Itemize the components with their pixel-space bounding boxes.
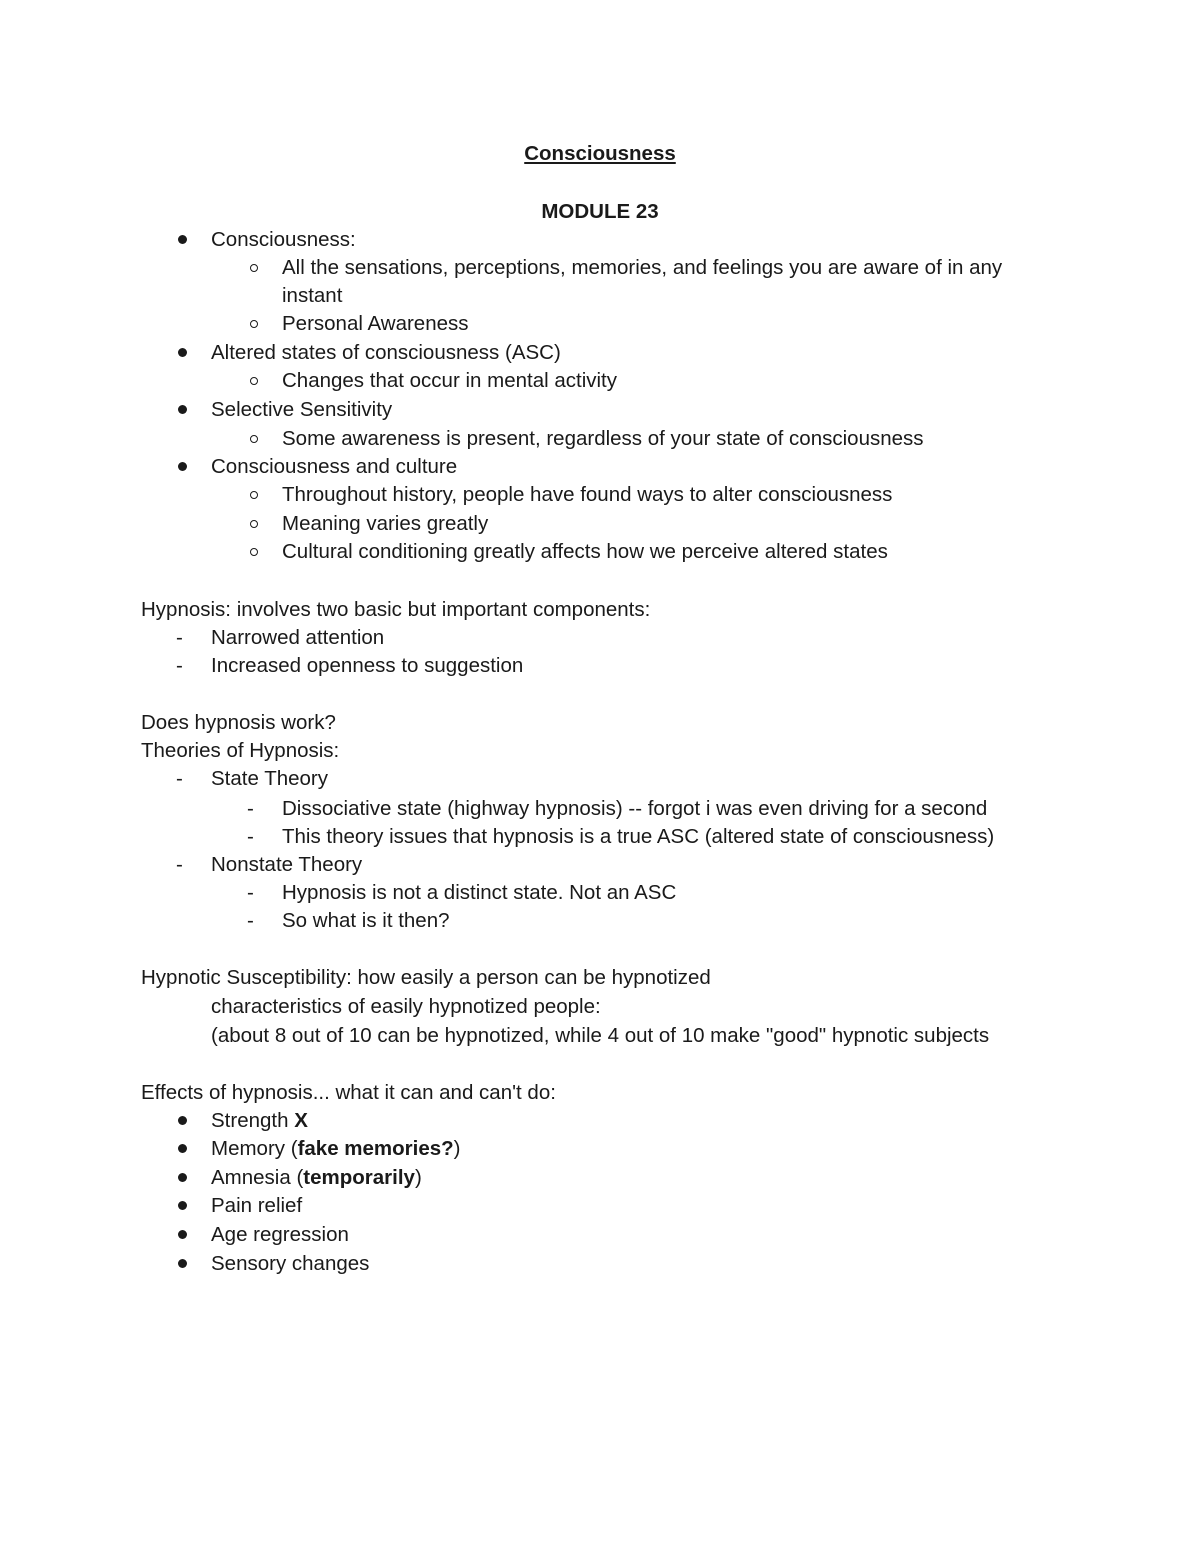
effect-emphasis: fake memories? [297, 1137, 454, 1160]
effects-heading: Effects of hypnosis... what it can and can't do: [141, 1081, 556, 1104]
sub-list-item: Personal Awareness [282, 312, 469, 335]
effect-text: Memory ( [211, 1137, 298, 1160]
document-title: Consciousness [524, 142, 676, 165]
list-item: Consciousness and culture [211, 455, 458, 478]
list-item: Altered states of consciousness (ASC) [211, 341, 561, 364]
dash-bullet-icon: - [247, 881, 254, 904]
sub-list-item: So what is it then? [282, 909, 450, 932]
circle-bullet-icon [250, 510, 258, 538]
effect-text: ) [453, 1137, 461, 1160]
susceptibility-heading: Hypnotic Susceptibility: how easily a person can be hypnotized [141, 966, 711, 989]
susceptibility-line: (about 8 out of 10 can be hypnotized, while 4 out of 10 make "good" hypnotic subjects [211, 1024, 990, 1047]
circle-bullet-icon [250, 367, 258, 395]
dash-bullet-icon: - [176, 654, 183, 677]
bullet-icon [178, 1192, 187, 1220]
list-item: Sensory changes [211, 1252, 370, 1275]
susceptibility-line: characteristics of easily hypnotized people: [211, 995, 601, 1018]
sub-list-item: All the sensations, perceptions, memories, and feelings you are aware of in any [282, 256, 1003, 279]
module-heading: MODULE 23 [541, 200, 659, 223]
sub-list-item: Cultural conditioning greatly affects how we perceive altered states [282, 540, 888, 563]
sub-list-item: Hypnosis is not a distinct state. Not an ASC [282, 881, 677, 904]
circle-bullet-icon [250, 538, 258, 566]
effect-text: Amnesia ( [211, 1166, 304, 1189]
dash-bullet-icon: - [176, 853, 183, 876]
list-item [211, 1107, 308, 1135]
effect-text: ) [414, 1166, 422, 1189]
effect-text: Strength [211, 1109, 295, 1132]
list-item [211, 1164, 422, 1192]
dash-bullet-icon: - [247, 797, 254, 820]
bullet-icon [178, 453, 187, 481]
bullet-icon [178, 1164, 187, 1192]
dash-bullet-icon: - [176, 626, 183, 649]
effect-emphasis: X [294, 1109, 308, 1132]
dash-bullet-icon: - [247, 909, 254, 932]
sub-list-item: Meaning varies greatly [282, 512, 489, 535]
bullet-icon [178, 396, 187, 424]
list-item [211, 1135, 461, 1163]
list-item: Narrowed attention [211, 626, 385, 649]
circle-bullet-icon [250, 254, 258, 282]
list-item: State Theory [211, 767, 328, 790]
list-item: Selective Sensitivity [211, 398, 393, 421]
sub-list-item: This theory issues that hypnosis is a true ASC (altered state of consciousness) [282, 825, 995, 848]
bullet-icon [178, 226, 187, 254]
list-item: Pain relief [211, 1194, 303, 1217]
bullet-icon [178, 1135, 187, 1163]
circle-bullet-icon [250, 481, 258, 509]
sub-list-item: Changes that occur in mental activity [282, 369, 617, 392]
list-item: Nonstate Theory [211, 853, 363, 876]
sub-list-item: Dissociative state (highway hypnosis) -- forgot i was even driving for a second [282, 797, 988, 820]
bullet-icon [178, 1250, 187, 1278]
circle-bullet-icon [250, 310, 258, 338]
hypnosis-heading: Hypnosis: involves two basic but important components: [141, 598, 651, 621]
circle-bullet-icon [250, 425, 258, 453]
effect-emphasis: temporarily [303, 1166, 415, 1189]
sub-list-item-continuation: instant [282, 284, 343, 307]
list-item: Increased openness to suggestion [211, 654, 524, 677]
sub-list-item: Throughout history, people have found ways to alter consciousness [282, 483, 893, 506]
bullet-icon [178, 1107, 187, 1135]
list-item: Consciousness: [211, 228, 356, 251]
list-item: Age regression [211, 1223, 349, 1246]
question-line: Does hypnosis work? [141, 711, 336, 734]
bullet-icon [178, 339, 187, 367]
dash-bullet-icon: - [176, 767, 183, 790]
theories-heading: Theories of Hypnosis: [141, 739, 340, 762]
sub-list-item: Some awareness is present, regardless of your state of consciousness [282, 427, 924, 450]
bullet-icon [178, 1221, 187, 1249]
dash-bullet-icon: - [247, 825, 254, 848]
